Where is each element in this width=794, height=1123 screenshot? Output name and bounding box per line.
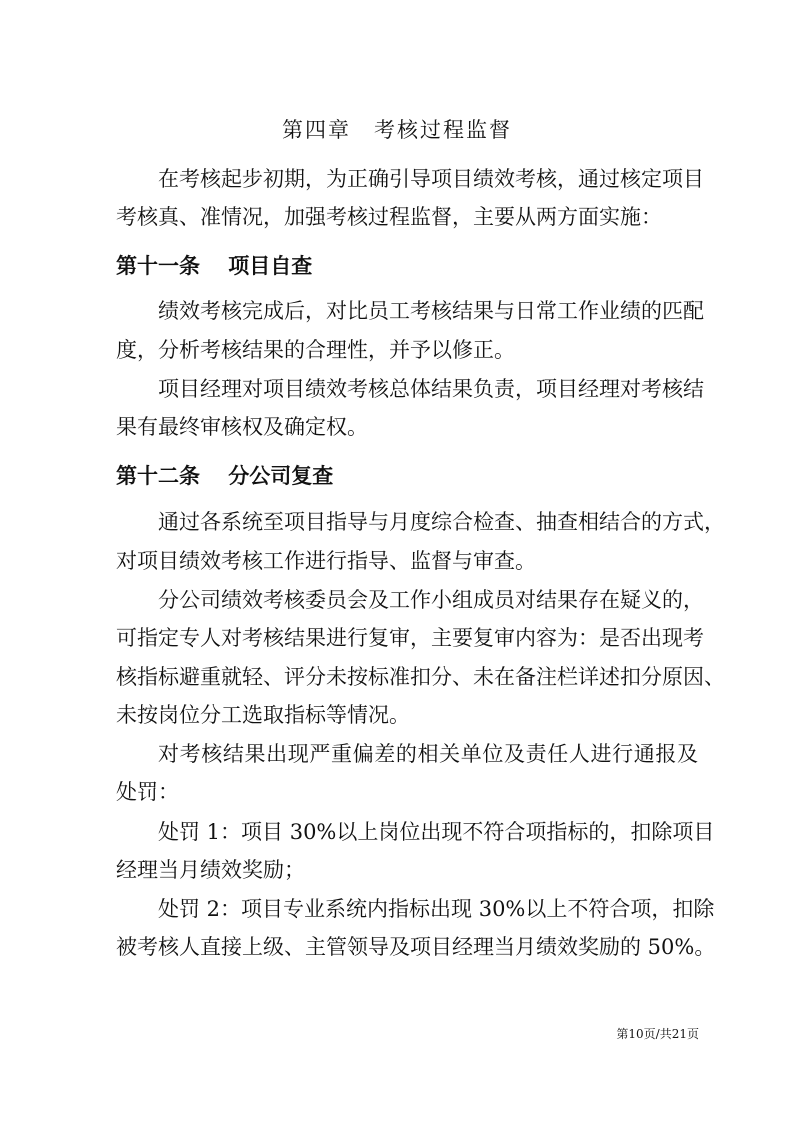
penalty-1-line-1: 处罚 1：项目 30%以上岗位出现不符合项指标的，扣除项目 xyxy=(158,820,715,844)
article-11-title: 第十一条 项目自查 xyxy=(116,254,313,278)
article-12-title: 第十二条 分公司复查 xyxy=(116,464,334,488)
article-11-para1-line-2: 度，分析考核结果的合理性，并予以修正。 xyxy=(116,338,515,362)
intro-line-1: 在考核起步初期，为正确引导项目绩效考核，通过核定项目 xyxy=(158,167,704,191)
article-12-para1-line-1: 通过各系统至项目指导与月度综合检查、抽查相结合的方式， xyxy=(158,510,725,534)
article-12-para2-line-1: 分公司绩效考核委员会及工作小组成员对结果存在疑义的， xyxy=(158,588,704,612)
article-12-para3-line-1: 对考核结果出现严重偏差的相关单位及责任人进行通报及 xyxy=(158,742,698,766)
article-11-para2-line-1: 项目经理对项目绩效考核总体结果负责，项目经理对考核结 xyxy=(158,377,704,401)
article-12-para2-line-3: 核指标避重就轻、评分未按标准扣分、未在备注栏详述扣分原因、 xyxy=(116,665,725,689)
article-12-para2-line-2: 可指定专人对考核结果进行复审，主要复审内容为：是否出现考 xyxy=(116,626,704,650)
penalty-2-line-2: 被考核人直接上级、主管领导及项目经理当月绩效奖励的 50%。 xyxy=(116,935,716,959)
article-12-para2-line-4: 未按岗位分工选取指标等情况。 xyxy=(116,703,410,727)
article-12-para3-line-2: 处罚： xyxy=(116,780,179,804)
page-indicator: 第10页/共21页 xyxy=(616,1027,699,1041)
intro-line-2: 考核真、准情况，加强考核过程监督，主要从两方面实施： xyxy=(116,205,662,229)
article-12-para1-line-2: 对项目绩效考核工作进行指导、监督与审查。 xyxy=(116,549,536,573)
article-11-para1-line-1: 绩效考核完成后，对比员工考核结果与日常工作业绩的匹配 xyxy=(158,299,704,323)
penalty-2-line-1: 处罚 2：项目专业系统内指标出现 30%以上不符合项，扣除 xyxy=(158,897,715,921)
penalty-1-line-2: 经理当月绩效奖励； xyxy=(116,858,305,882)
article-11-para2-line-2: 果有最终审核权及确定权。 xyxy=(116,415,368,439)
chapter-title: 第四章 考核过程监督 xyxy=(282,118,512,142)
